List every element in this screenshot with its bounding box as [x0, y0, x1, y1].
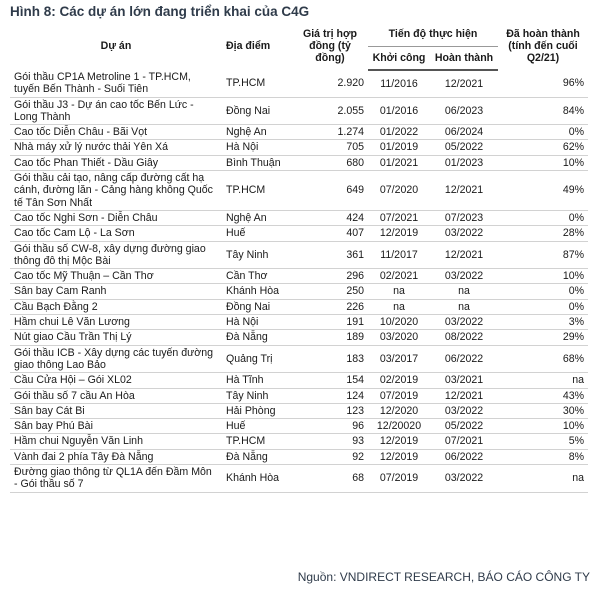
header-progress: Tiến độ thực hiện — [368, 22, 498, 47]
project-cell: Cao tốc Phan Thiết - Dầu Giây — [10, 155, 222, 170]
project-cell: Sân bay Cát Bi — [10, 403, 222, 418]
table-row — [10, 171, 588, 211]
finish-date-cell: 06/2024 — [430, 125, 498, 140]
contract-value-cell: 92 — [292, 449, 368, 464]
finish-date-cell: 08/2022 — [430, 330, 498, 345]
start-date-cell: 03/2020 — [368, 330, 430, 345]
completed-cell: 96% — [498, 70, 588, 97]
start-date-cell: 07/2019 — [368, 388, 430, 403]
completed-cell: 5% — [498, 434, 588, 449]
finish-date-cell: na — [430, 284, 498, 299]
completed-cell: 0% — [498, 299, 588, 314]
header-start: Khởi công — [368, 47, 430, 71]
location-cell: TP.HCM — [222, 434, 292, 449]
completed-cell: na — [498, 373, 588, 388]
table-row — [10, 97, 588, 125]
header-location: Địa điểm — [226, 39, 271, 52]
finish-date-cell: 03/2021 — [430, 373, 498, 388]
contract-value-cell: 296 — [292, 269, 368, 284]
location-cell: Đồng Nai — [222, 299, 292, 314]
project-cell: Nút giao Cầu Trần Thị Lý — [10, 330, 222, 345]
contract-value-cell: 407 — [292, 226, 368, 241]
project-cell: Cầu Bạch Đằng 2 — [10, 299, 222, 314]
project-cell: Gói thầu ICB - Xây dựng các tuyến đường giao thông Lao Bảo — [10, 345, 222, 373]
project-cell: Sân bay Phú Bài — [10, 419, 222, 434]
project-cell: Hầm chui Lê Văn Lương — [10, 315, 222, 330]
location-cell: Khánh Hòa — [222, 284, 292, 299]
project-cell: Cao tốc Diễn Châu - Bãi Vọt — [10, 125, 222, 140]
finish-date-cell: 12/2021 — [430, 241, 498, 269]
header-finish: Hoàn thành — [430, 47, 498, 71]
start-date-cell: 07/2020 — [368, 171, 430, 211]
finish-date-cell: 06/2022 — [430, 345, 498, 373]
location-cell: Huế — [222, 226, 292, 241]
completed-cell: 49% — [498, 171, 588, 211]
project-cell: Gói thầu CP1A Metroline 1 - TP.HCM, tuyến Bến Thành - Suối Tiên — [10, 70, 222, 97]
contract-value-cell: 191 — [292, 315, 368, 330]
contract-value-cell: 183 — [292, 345, 368, 373]
completed-cell: 10% — [498, 155, 588, 170]
start-date-cell: 11/2016 — [368, 70, 430, 97]
location-cell: Hà Tĩnh — [222, 373, 292, 388]
start-date-cell: 12/2019 — [368, 449, 430, 464]
table-row — [10, 373, 588, 388]
header-project: Dự án — [100, 39, 132, 52]
project-cell: Nhà máy xử lý nước thải Yên Xá — [10, 140, 222, 155]
project-cell: Cao tốc Mỹ Thuận – Cần Thơ — [10, 269, 222, 284]
table-row — [10, 226, 588, 241]
table-row — [10, 241, 588, 269]
table-row — [10, 269, 588, 284]
location-cell: Đà Nẵng — [222, 449, 292, 464]
project-cell: Gói thầu số 7 cầu An Hòa — [10, 388, 222, 403]
completed-cell: 29% — [498, 330, 588, 345]
table-row — [10, 299, 588, 314]
contract-value-cell: 154 — [292, 373, 368, 388]
finish-date-cell: 05/2022 — [430, 140, 498, 155]
contract-value-cell: 93 — [292, 434, 368, 449]
completed-cell: 87% — [498, 241, 588, 269]
location-cell: Hải Phòng — [222, 403, 292, 418]
location-cell: TP.HCM — [222, 70, 292, 97]
start-date-cell: 01/2019 — [368, 140, 430, 155]
contract-value-cell: 680 — [292, 155, 368, 170]
completed-cell: 62% — [498, 140, 588, 155]
project-cell: Gói thầu số CW-8, xây dựng đường giao thông đô thị Mộc Bài — [10, 241, 222, 269]
figure-title: Hình 8: Các dự án lớn đang triển khai của C4G — [10, 4, 310, 19]
location-cell: Bình Thuận — [222, 155, 292, 170]
contract-value-cell: 2.055 — [292, 97, 368, 125]
start-date-cell: 07/2021 — [368, 210, 430, 225]
location-cell: Hà Nội — [222, 140, 292, 155]
contract-value-cell: 361 — [292, 241, 368, 269]
contract-value-cell: 705 — [292, 140, 368, 155]
location-cell: Huế — [222, 419, 292, 434]
table-body — [10, 70, 588, 492]
finish-date-cell: 06/2023 — [430, 97, 498, 125]
projects-table-container — [10, 22, 588, 493]
completed-cell: 30% — [498, 403, 588, 418]
contract-value-cell: 250 — [292, 284, 368, 299]
contract-value-cell: 1.274 — [292, 125, 368, 140]
completed-cell: 84% — [498, 97, 588, 125]
location-cell: Đà Nẵng — [222, 330, 292, 345]
project-cell: Cầu Cửa Hội – Gói XL02 — [10, 373, 222, 388]
header-contract-value: Giá trị hợp đồng (tỷ đồng) — [302, 27, 358, 65]
table-row — [10, 388, 588, 403]
completed-cell: 0% — [498, 125, 588, 140]
table-row — [10, 434, 588, 449]
table-row — [10, 70, 588, 97]
finish-date-cell: 03/2022 — [430, 403, 498, 418]
start-date-cell: 12/2019 — [368, 434, 430, 449]
project-cell: Đường giao thông từ QL1A đến Đầm Môn - Gói thầu số 7 — [10, 465, 222, 493]
project-cell: Gói thầu J3 - Dự án cao tốc Bến Lức - Long Thành — [10, 97, 222, 125]
contract-value-cell: 226 — [292, 299, 368, 314]
table-row — [10, 155, 588, 170]
table-row — [10, 345, 588, 373]
start-date-cell: 03/2017 — [368, 345, 430, 373]
completed-cell: 10% — [498, 419, 588, 434]
start-date-cell: 11/2017 — [368, 241, 430, 269]
start-date-cell: 12/2019 — [368, 226, 430, 241]
table-row — [10, 449, 588, 464]
contract-value-cell: 189 — [292, 330, 368, 345]
contract-value-cell: 649 — [292, 171, 368, 211]
location-cell: Tây Ninh — [222, 241, 292, 269]
location-cell: Nghệ An — [222, 125, 292, 140]
table-row — [10, 330, 588, 345]
location-cell: Cần Thơ — [222, 269, 292, 284]
completed-cell: na — [498, 465, 588, 493]
start-date-cell: 10/2020 — [368, 315, 430, 330]
location-cell: TP.HCM — [222, 171, 292, 211]
finish-date-cell: 06/2022 — [430, 449, 498, 464]
finish-date-cell: 03/2022 — [430, 269, 498, 284]
projects-table — [10, 22, 588, 493]
contract-value-cell: 124 — [292, 388, 368, 403]
source-note: Nguồn: VNDIRECT RESEARCH, BÁO CÁO CÔNG TY — [297, 570, 590, 584]
table-row — [10, 419, 588, 434]
completed-cell: 28% — [498, 226, 588, 241]
completed-cell: 68% — [498, 345, 588, 373]
location-cell: Quảng Trị — [222, 345, 292, 373]
table-row — [10, 403, 588, 418]
completed-cell: 3% — [498, 315, 588, 330]
start-date-cell: 07/2019 — [368, 465, 430, 493]
table-row — [10, 210, 588, 225]
start-date-cell: na — [368, 299, 430, 314]
location-cell: Tây Ninh — [222, 388, 292, 403]
location-cell: Khánh Hòa — [222, 465, 292, 493]
table-row — [10, 465, 588, 493]
finish-date-cell: 07/2023 — [430, 210, 498, 225]
completed-cell: 10% — [498, 269, 588, 284]
project-cell: Cao tốc Nghi Sơn - Diễn Châu — [10, 210, 222, 225]
project-cell: Hầm chui Nguyễn Văn Linh — [10, 434, 222, 449]
start-date-cell: 02/2021 — [368, 269, 430, 284]
table-row — [10, 140, 588, 155]
location-cell: Đồng Nai — [222, 97, 292, 125]
finish-date-cell: 01/2023 — [430, 155, 498, 170]
contract-value-cell: 96 — [292, 419, 368, 434]
start-date-cell: 02/2019 — [368, 373, 430, 388]
start-date-cell: 01/2016 — [368, 97, 430, 125]
finish-date-cell: 03/2022 — [430, 226, 498, 241]
finish-date-cell: 12/2021 — [430, 388, 498, 403]
header-completed: Đã hoàn thành (tính đến cuối Q2/21) — [506, 27, 580, 65]
table-row — [10, 125, 588, 140]
start-date-cell: na — [368, 284, 430, 299]
contract-value-cell: 424 — [292, 210, 368, 225]
project-cell: Gói thầu cải tạo, nâng cấp đường cất hạ cánh, đường lăn - Cảng hàng không Quốc tế Tân Sơn Nhất — [10, 171, 222, 211]
finish-date-cell: 03/2022 — [430, 315, 498, 330]
table-row — [10, 284, 588, 299]
completed-cell: 0% — [498, 210, 588, 225]
location-cell: Hà Nội — [222, 315, 292, 330]
contract-value-cell: 2.920 — [292, 70, 368, 97]
contract-value-cell: 123 — [292, 403, 368, 418]
project-cell: Sân bay Cam Ranh — [10, 284, 222, 299]
start-date-cell: 12/2020 — [368, 403, 430, 418]
finish-date-cell: 12/2021 — [430, 171, 498, 211]
project-cell: Cao tốc Cam Lộ - La Sơn — [10, 226, 222, 241]
finish-date-cell: na — [430, 299, 498, 314]
completed-cell: 43% — [498, 388, 588, 403]
contract-value-cell: 68 — [292, 465, 368, 493]
finish-date-cell: 05/2022 — [430, 419, 498, 434]
table-row — [10, 315, 588, 330]
finish-date-cell: 12/2021 — [430, 70, 498, 97]
completed-cell: 0% — [498, 284, 588, 299]
start-date-cell: 12/20020 — [368, 419, 430, 434]
location-cell: Nghệ An — [222, 210, 292, 225]
finish-date-cell: 07/2021 — [430, 434, 498, 449]
start-date-cell: 01/2022 — [368, 125, 430, 140]
completed-cell: 8% — [498, 449, 588, 464]
start-date-cell: 01/2021 — [368, 155, 430, 170]
finish-date-cell: 03/2022 — [430, 465, 498, 493]
project-cell: Vành đai 2 phía Tây Đà Nẵng — [10, 449, 222, 464]
